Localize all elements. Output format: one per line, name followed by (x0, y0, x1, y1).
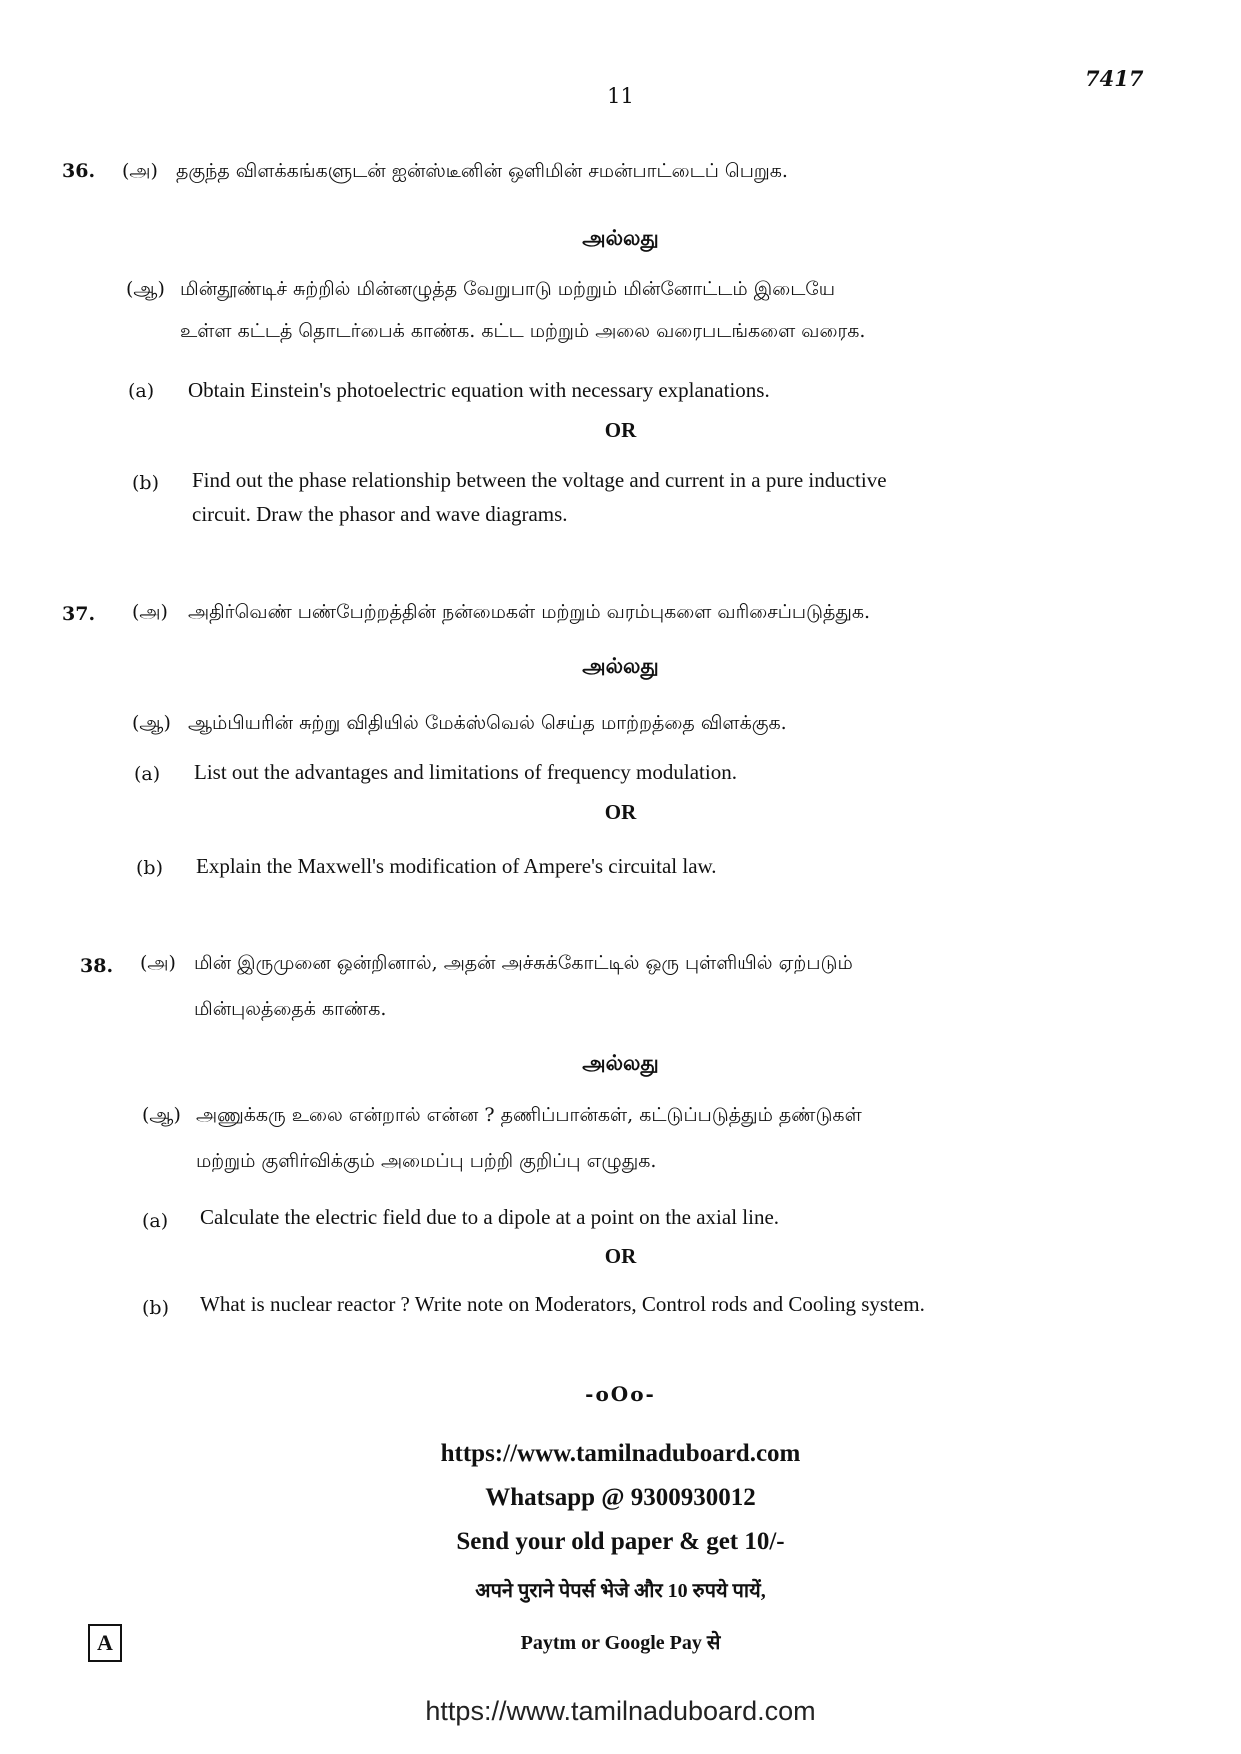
tamil-b-line: ஆம்பியரின் சுற்று விதியில் மேக்ஸ்வெல் செய்த மாற்றத்தை விளக்குக. (188, 712, 787, 734)
promo-payment: Paytm or Google Pay से (520, 1632, 721, 1654)
tamil-a-label: (அ) (140, 952, 176, 974)
english-b-label: (b) (132, 472, 159, 494)
booklet-letter-box: A (88, 1624, 122, 1662)
tamil-b-line: மற்றும் குளிர்விக்கும் அமைப்பு பற்றி குறிப்பு எழுதுக. (196, 1150, 657, 1172)
promo-hindi: अपने पुराने पेपर्स भेजे और 10 रुपये पायें, (475, 1580, 766, 1602)
alladhu-separator: அல்லது (582, 1050, 659, 1075)
english-b-line: Find out the phase relationship between the voltage and current in a pure inductive (192, 468, 887, 492)
english-b-line: circuit. Draw the phasor and wave diagrams. (192, 502, 568, 526)
end-mark: -oOo- (585, 1382, 656, 1406)
alladhu-separator: அல்லது (582, 225, 659, 250)
tamil-a-line: மின் இருமுனை ஒன்றினால், அதன் அச்சுக்கோட்டில் ஒரு புள்ளியில் ஏற்படும் (194, 952, 853, 974)
english-a-label: (a) (134, 763, 161, 785)
english-a-label: (a) (128, 380, 155, 402)
question-number: 37. (62, 603, 96, 625)
alladhu-separator: அல்லது (582, 653, 659, 678)
tamil-a-line: தகுந்த விளக்கங்களுடன் ஐன்ஸ்டீனின் ஒளிமின் சமன்பாட்டைப் பெறுக. (176, 160, 788, 182)
page-number: 11 (607, 84, 634, 108)
paper-code: 7417 (1085, 66, 1144, 91)
tamil-b-line: மின்தூண்டிச் சுற்றில் மின்னழுத்த வேறுபாடு மற்றும் மின்னோட்டம் இடையே (180, 278, 836, 300)
english-a-line: Calculate the electric field due to a dipole at a point on the axial line. (200, 1205, 780, 1229)
question-number: 38. (80, 955, 114, 977)
tamil-b-label: (ஆ) (132, 712, 171, 734)
tamil-b-label: (ஆ) (126, 278, 165, 300)
question-number: 36. (62, 160, 96, 182)
footer-url[interactable]: https://www.tamilnaduboard.com (425, 1696, 816, 1726)
promo-url[interactable]: https://www.tamilnaduboard.com (440, 1440, 801, 1467)
tamil-b-line: அணுக்கரு உலை என்றால் என்ன ? தணிப்பான்கள், கட்டுப்படுத்தும் தண்டுகள் (196, 1104, 862, 1126)
english-b-label: (b) (142, 1297, 169, 1319)
tamil-b-line: உள்ள கட்டத் தொடர்பைக் காண்க. கட்ட மற்றும் அலை வரைபடங்களை வரைக. (180, 320, 866, 342)
tamil-a-line: மின்புலத்தைக் காண்க. (194, 998, 387, 1020)
english-a-line: Obtain Einstein's photoelectric equation with necessary explanations. (188, 378, 770, 402)
tamil-a-label: (அ) (122, 160, 158, 182)
tamil-a-line: அதிர்வெண் பண்பேற்றத்தின் நன்மைகள் மற்றும் வரம்புகளை வரிசைப்படுத்துக. (188, 601, 871, 623)
english-b-line: What is nuclear reactor ? Write note on Moderators, Control rods and Cooling system. (200, 1292, 925, 1316)
promo-whatsapp: Whatsapp @ 9300930012 (485, 1484, 756, 1511)
english-a-label: (a) (142, 1210, 169, 1232)
or-separator: OR (604, 1244, 637, 1268)
tamil-a-label: (அ) (132, 601, 168, 623)
tamil-b-label: (ஆ) (142, 1104, 181, 1126)
english-b-label: (b) (136, 857, 163, 879)
english-b-line: Explain the Maxwell's modification of Ampere's circuital law. (196, 854, 717, 878)
english-a-line: List out the advantages and limitations of frequency modulation. (194, 760, 737, 784)
or-separator: OR (604, 800, 637, 824)
promo-send-paper: Send your old paper & get 10/- (456, 1528, 785, 1555)
or-separator: OR (604, 418, 637, 442)
